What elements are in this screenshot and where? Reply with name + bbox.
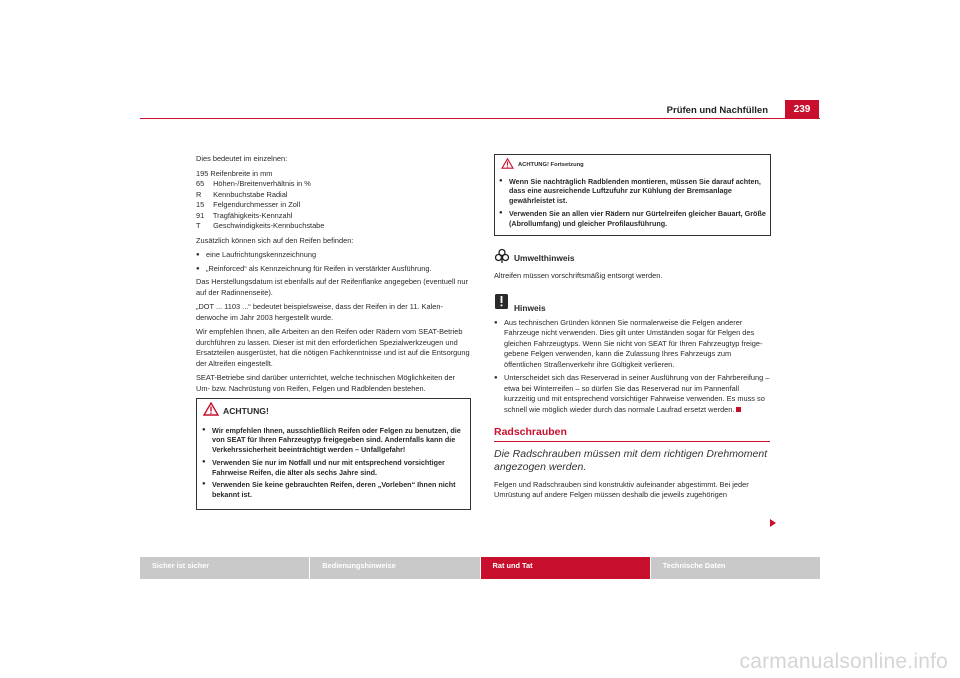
warning-triangle-icon [203, 402, 219, 420]
section-divider [494, 441, 770, 442]
environment-note-header [494, 248, 770, 268]
spec-text: Kennbuchstabe R [213, 189, 272, 199]
additional-intro: Zusätzlich können sich auf den Reifen befinden: [196, 235, 354, 245]
list-item: ● eine Laufrichtungskennzeichnung [196, 250, 471, 261]
warning-continued-box [494, 154, 771, 236]
warning-item: ● Wir empfehlen Ihnen, ausschließlich Reifen oder Felgen zu benutzen, die von SEAT für Ihren Fahrzeugtyp freigegeben sind. Andernfalls kann die Verkehrssicherheit beeinträchtigt werden – Unfallgefahr! [202, 426, 465, 455]
section-end-marker [736, 407, 741, 412]
warning-item: ● Verwenden Sie an allen vier Rädern nur Gürtelreifen gleicher Bauart, Größe (Abrollumfang) und gleicher Profilausführung. [499, 209, 766, 229]
warning-item: ● Verwenden Sie nur im Notfall und nur mit entsprechend vorsichtiger Fahrweise Reifen, die älter als sechs Jahre sind. [202, 458, 465, 478]
warning-continued-title: ACHTUNG! Fortsetzung [518, 162, 584, 168]
spec-code: 91 [196, 210, 205, 220]
hint-item [494, 373, 770, 415]
spec-line [196, 211, 471, 222]
warning-continued-body [495, 177, 770, 229]
left-column [196, 154, 471, 510]
warning-box [196, 398, 471, 510]
spec-line-width: 195 Reifenbreite in mm [196, 168, 273, 178]
page-number: 239 [785, 100, 819, 118]
paragraph-recommendation: Wir empfehlen Ihnen, alle Arbeiten an den Reifen oder Rädern vom SEAT-Betrieb durchführen zu lassen. Dieser ist mit den erforderlichen Spezialwerkzeugen und Ersatzteilen ausgerüstet, hat die nötigen Fachkenntnisse und ist auf die Entsorgung der Altreifen eingestellt. [196, 327, 470, 368]
footer-nav [140, 557, 820, 579]
footer-tab-technische-daten[interactable]: Technische Daten [651, 557, 820, 579]
continue-arrow-icon [770, 519, 776, 527]
warning-header [197, 399, 470, 422]
right-column [494, 154, 770, 505]
paragraph-seat-dealers: SEAT-Betriebe sind darüber unterrichtet, welche technischen Möglichkeiten der Um- bzw. Nachrüstung von Reifen, Felgen und Radblenden bestehen. [196, 373, 456, 393]
spec-line [196, 190, 471, 201]
section-title: Radschrauben [494, 426, 567, 439]
spec-line [196, 221, 471, 232]
spec-text: Geschwindigkeits-Kennbuchstabe [213, 221, 325, 230]
paragraph-manufacture-date: Das Herstellungsdatum ist ebenfalls auf der Reifenflanke angegeben (eventuell nur auf der Radinnenseite). [196, 277, 468, 297]
section-subtitle: Die Radschrauben müssen mit dem richtigen Drehmoment angezogen werden. [494, 447, 768, 473]
environment-leaf-icon [494, 248, 510, 268]
footer-tab-bedienung[interactable]: Bedienungshinweise [310, 557, 479, 579]
spec-code: 65 [196, 179, 205, 188]
warning-item: ● Verwenden Sie keine gebrauchten Reifen, deren „Vorleben“ Ihnen nicht bekannt ist. [202, 480, 465, 500]
spec-text: Höhen-/Breitenverhältnis in % [213, 179, 311, 188]
watermark: carmanualsonline.info [739, 650, 948, 673]
spec-code: T [196, 221, 201, 230]
section-text: Felgen und Radschrauben sind konstruktiv aufeinander abgestimmt. Bei jeder Umrüstung auf andere Felgen müssen deshalb die jeweils zugehörigen [494, 479, 749, 500]
environment-note-text: Altreifen müssen vorschriftsmäßig entsorgt werden. [494, 270, 663, 280]
spec-code: 15 [196, 200, 205, 209]
hint-header [494, 293, 770, 315]
warning-body [197, 422, 470, 510]
intro-text: Dies bedeutet im einzelnen: [196, 154, 288, 163]
tire-spec-list [196, 169, 471, 232]
spec-line [196, 200, 471, 211]
spec-line [196, 179, 471, 190]
warning-triangle-icon [501, 158, 514, 173]
warning-item: ● Wenn Sie nachträglich Radblenden montieren, müssen Sie darauf achten, dass eine ausreichende Luftzufuhr zur Kühlung der Bremsanlage gewährleistet ist. [499, 177, 766, 206]
warning-title: ACHTUNG! [223, 405, 269, 416]
hint-title: Hinweis [514, 302, 546, 313]
hint-item: ● Aus technischen Gründen können Sie normalerweise die Felgen anderer Fahrzeuge nicht verwenden. Dies gilt unter Umständen sogar für Felgen des gleichen Fahrzeugtyps. Wenn Sie nicht von SEAT für Ihren Fahrzeugtyp freigegebene Felgen verwenden, kann die Zulassung Ihres Fahrzeugs zum öffentlichen Straßenverkehr ihre Gültigkeit verlieren. [494, 318, 770, 371]
page-header-title: Prüfen und Nachfüllen [666, 105, 768, 116]
warning-continued-header [495, 155, 770, 176]
info-icon [494, 293, 510, 315]
spec-text: Tragfähigkeits-Kennzahl [212, 210, 293, 220]
environment-note-title: Umwelthinweis [514, 252, 575, 263]
paragraph-dot-code: „DOT ... 1103 ...“ bedeutet beispielsweise, dass der Reifen in der 11. Kalenderwoche im Jahr 2003 hergestellt wurde. [196, 302, 443, 322]
header-divider [140, 118, 820, 119]
footer-tab-sicher[interactable]: Sicher ist sicher [140, 557, 309, 579]
spec-text-suffix: adial [271, 189, 288, 199]
spec-text: Felgendurchmesser in Zoll [213, 200, 301, 209]
list-item: ● „Reinforced“ als Kennzeichnung für Reifen in verstärkter Ausführung. [196, 264, 471, 275]
spec-code: R [196, 189, 202, 199]
footer-tab-rat-und-tat[interactable]: Rat und Tat [481, 557, 650, 579]
hint-item-text: Unterscheidet sich das Reserverad in seiner Ausführung von der Fahrbereifung – etwa bei Winterreifen – so dürfen Sie das Reserverad nur im Pannenfall kurzzeitig und mit entsprechend vorsichtiger Fahrweise verwenden. Es muss so schnell wie möglich wieder durch das normale Laufrad ersetzt werden. [504, 373, 770, 414]
